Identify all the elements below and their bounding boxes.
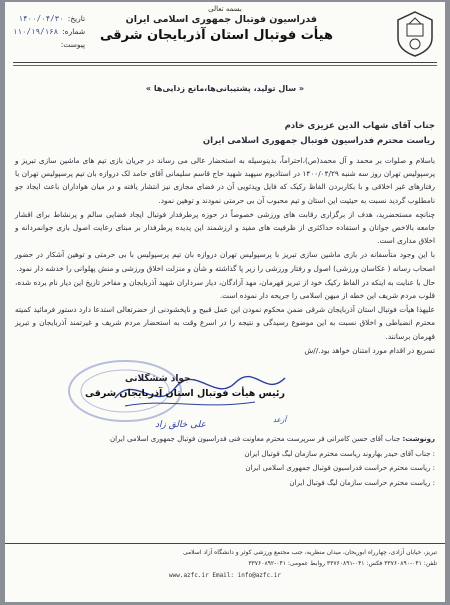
cc-label: رونوشت: — [402, 435, 435, 443]
cc-item-text: جناب آقای حسن کامرانی فر سرپرست محترم معاونت فنی فدراسیون فوتبال جمهوری اسلامی ایران — [109, 435, 401, 443]
date-label: تاریخ: — [67, 14, 86, 23]
letter-body — [15, 154, 435, 358]
header-divider-thin — [13, 65, 437, 66]
letter-meta — [13, 12, 85, 51]
meta-attachment — [13, 38, 85, 51]
body-paragraph: حال با عنایت به اینکه در الفاظ رکیک خود از تبریز قهرمان، مهد آزادگان، دیار سرداران شهید آذربایجان و مفاخر تاریخ این دیار نام برده شده، قلوب مردم شریف این خطه از میهن اسلامی را جریحه دار نموده است. — [15, 277, 435, 301]
addressee-title: ریاست محترم فدراسیون فوتبال جمهوری اسلامی ایران — [202, 136, 435, 146]
signer-name: جواد ششگلانی — [125, 374, 191, 384]
footer-phones: تلفن: ۰۴۱-۳۳۷۶۰۸۹۰ فکس: ۰۴۱-۳۳۷۶۰۸۹۱ روابط عمومی: ۰۴۱-۳۳۷۶۰۸۹۲ — [248, 560, 437, 567]
meta-number — [13, 25, 85, 38]
cc-item — [15, 432, 435, 447]
date-value: ۱۴۰۰/۰۴/۳۰ — [18, 14, 64, 23]
letter-page — [5, 2, 445, 602]
number-label: شماره: — [62, 27, 86, 36]
footer-web: www.azfc.ir Email: info@azfc.ir — [169, 572, 281, 579]
org-name-federation: فدراسیون فوتبال جمهوری اسلامی ایران — [125, 14, 317, 25]
cc-list — [15, 432, 435, 490]
number-value: ۱۱۰/۱۹/۱۶۸ — [13, 27, 59, 36]
letterhead — [5, 2, 445, 66]
addressee-name: جناب آقای شهاب الدین عزیزی خادم — [284, 121, 435, 131]
body-paragraph: علیهذا هیأت فوتبال استان آذربایجان شرقی ضمن محکوم نمودن این عمل قبیح و ناپخشودنی از حضرتعالی استدعا دارد دستور فرمائید کمیته محترم انضباطی و اخلاق نسبت به این موضوع رسیدگی و نتیجه را در اسرع وقت به استحضار مردم شریف و غیرتمند آذربایجان و تبریز قهرمان برسانند. — [15, 305, 435, 341]
body-paragraph: باسلام و صلوات بر محمد و آل محمد(ص)،احتراماً، بدینوسیله به استحضار عالی می رساند در جریان بازی تیم های ماشین سازی تبریز و پرسپولیس تهران روز سه شنبه ۱۴۰۰/۰۴/۲۹ در استادیوم سپهبد شهید حاج قاسم سلیمانی آقای حامد لک دروازه بان تیم پرسپولیس تهران با رفتارهای غیر اخلاقی و با بکاربردن الفاظ رکیک که فایل ویدئویی آن در فضای مجازی نیز انتشار یافته و در میان هواداران باعث ایجاد جو نامطلوب گردید نسبت به حیثیت این استان و تیم محبوب آن بی حرمتی نمودند و توهین نمود. — [15, 156, 435, 205]
cc-item: : ریاست محترم حراست فدراسیون فوتبال جمهوری اسلامی ایران — [245, 464, 435, 472]
body-paragraph: چنانچه مستحضرید، هدف از برگزاری رقابت های ورزشی خصوصاً در حوزه پرطرفدار فوتبال ایجاد فضایی سالم و پرنشاط برای اقشار جامعه بالاخص جوانان و استفاده حداکثری از ظرفیت های مفید و ارزشمند این پدیده پرطرفدار بر مبنای رعایت اصول بازی جوانمردانه و اخلاق مداری است. — [15, 209, 435, 246]
org-name-board: هیأت فوتبال استان آذربایجان شرقی — [99, 28, 333, 43]
year-slogan: « سال تولید، پشتیبانی‌ها،مانع زدایی‌ها » — [145, 84, 305, 93]
meta-date — [13, 12, 85, 25]
header-divider — [13, 62, 437, 63]
addressee — [203, 119, 435, 149]
handwritten-note: علی خالق زاد — [155, 420, 206, 430]
body-paragraph: تسریع در اقدام مورد امتنان خواهد بود.//ش — [304, 345, 435, 355]
basmala: بسمه تعالی — [208, 5, 242, 13]
cc-item: : ریاست محترم حراست سازمان لیگ فوتبال ایران — [289, 478, 435, 487]
handwritten-mark: آزعد — [273, 416, 287, 424]
letter-footer — [5, 543, 445, 584]
federation-logo-icon — [395, 10, 435, 58]
cc-item: : جناب آقای حیدر بهاروند ریاست محترم سازمان لیگ فوتبال ایران — [244, 449, 435, 458]
signer-title: رئیس هیأت فوتبال استان آذربایجان شرقی — [85, 388, 285, 399]
attachment-label: پیوست: — [60, 40, 86, 49]
footer-address: تبریز، خیابان آزادی، چهارراه ابوریحان، میدان منظریه، جنب مجتمع ورزشی کوثر و دانشگاه آزاد اسلامی — [182, 549, 437, 556]
body-paragraph: با این وجود متأسفانه در بازی ماشین سازی تبریز با پرسپولیس تهران دروازه بان تیم پرسپولیس با بی حرمتی و توهین آشکار در حضور اصحاب رسانه ( عکاسان ورزشی) اصول و رفتار ورزشی را زیر پا گذاشته و شأن و منزلت اخلاق ورزشی و منش پهلوانی را خدشه دار نمود. — [15, 250, 435, 273]
